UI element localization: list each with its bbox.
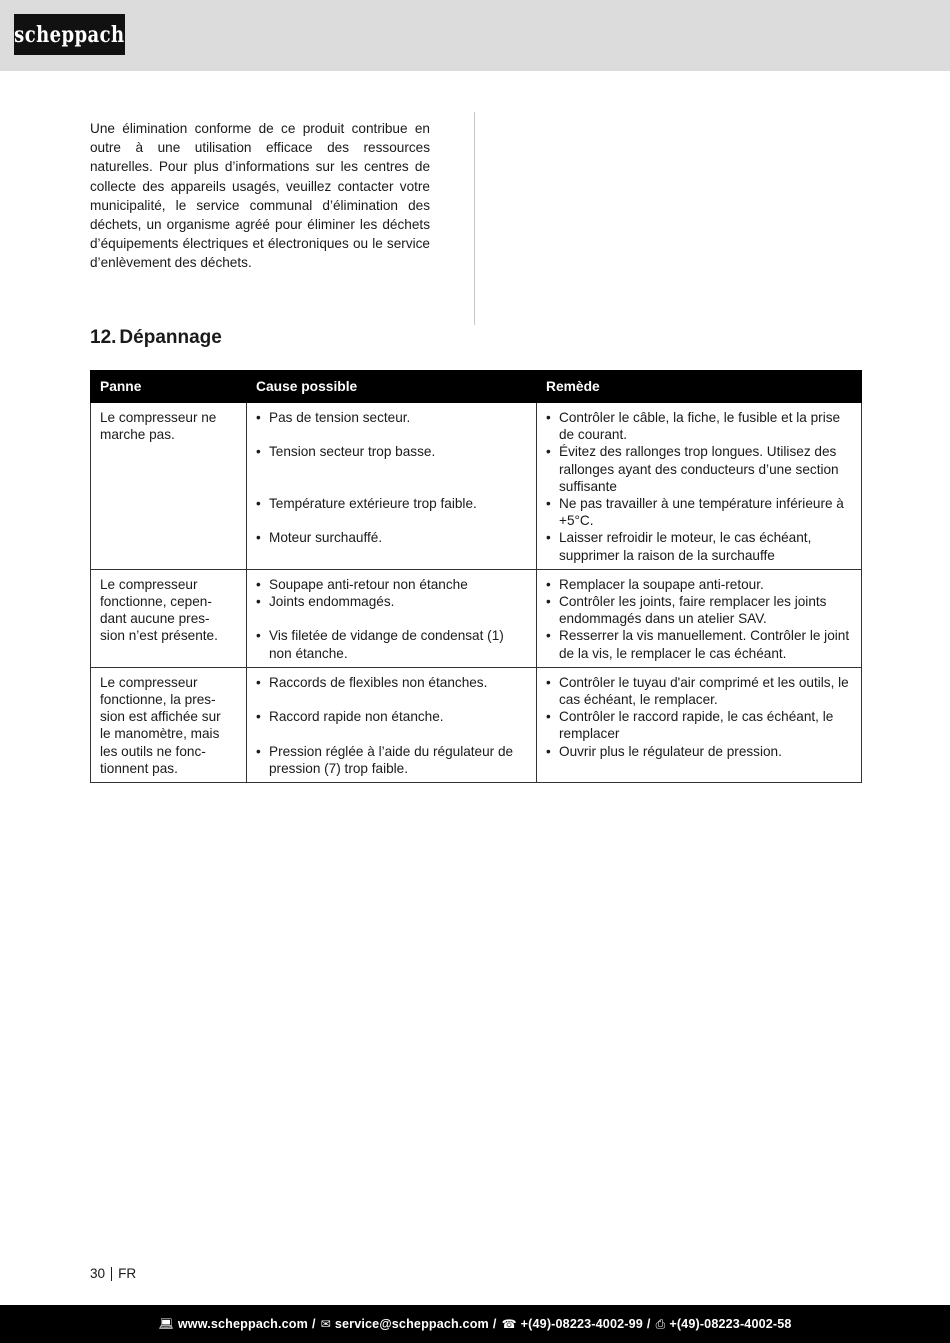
phone-icon: ☎︎	[501, 1317, 517, 1331]
remedy-list	[546, 674, 852, 760]
remedy-list	[546, 576, 852, 662]
cause-cell	[247, 667, 537, 782]
cause-item: • Soupape anti-retour non étanche	[256, 576, 527, 593]
remedy-item: • Resserrer la vis manuellement. Contrôler le joint de la vis, le remplacer le cas échéant.	[546, 627, 852, 661]
remedy-item: • Contrôler le câble, la fiche, le fusible et la prise de courant.	[546, 409, 852, 443]
table-row	[91, 403, 862, 570]
cause-list	[256, 674, 527, 777]
cause-item: • Moteur surchauffé.	[256, 529, 527, 546]
footer-separator: /	[492, 1317, 497, 1331]
remedy-item: • Remplacer la soupape anti-retour.	[546, 576, 852, 593]
header-cause: Cause possible	[247, 371, 537, 403]
remedy-item: • Contrôler le tuyau d'air comprimé et les outils, le cas échéant, le remplacer.	[546, 674, 852, 708]
cause-item: • Pression réglée à l’aide du régulateur de pression (7) trop faible.	[256, 743, 527, 777]
footer-fax: +(49)-08223-4002-58	[669, 1317, 792, 1331]
page-footer-number	[90, 1265, 136, 1282]
header-remedy: Remède	[537, 371, 862, 403]
fault-text: Le compresseur fonctionne, la pres- sion est affichée sur le manomètre, mais les outils ne fonc- tionnent pas.	[100, 674, 221, 776]
cause-item: • Joints endommagés.	[256, 593, 527, 610]
page-number: 30	[90, 1266, 106, 1281]
remedy-item: • Évitez des rallonges trop longues. Utilisez des rallonges ayant des conducteurs d’une section suffisante	[546, 443, 852, 495]
troubleshooting-table	[90, 370, 862, 783]
cause-item: • Tension secteur trop basse.	[256, 443, 527, 460]
section-number: 12.	[90, 327, 117, 348]
cause-item: • Raccord rapide non étanche.	[256, 708, 527, 725]
fault-cell	[91, 569, 247, 667]
mail-icon: ✉︎	[320, 1317, 331, 1331]
section-title	[90, 326, 222, 350]
cause-item: • Vis filetée de vidange de condensat (1) non étanche.	[256, 627, 527, 661]
footer-separator: /	[311, 1317, 316, 1331]
header-band	[0, 0, 950, 71]
column-divider	[474, 112, 475, 325]
cause-item: • Température extérieure trop faible.	[256, 495, 527, 512]
remedy-item: • Contrôler le raccord rapide, le cas échéant, le remplacer	[546, 708, 852, 742]
footer-website[interactable]: www.scheppach.com	[177, 1317, 308, 1331]
logo-text: scheppach	[14, 21, 125, 48]
remedy-cell	[537, 569, 862, 667]
table-row	[91, 569, 862, 667]
cause-cell	[247, 569, 537, 667]
table-header-row	[91, 371, 862, 403]
cause-list	[256, 576, 527, 662]
remedy-item: • Ne pas travailler à une température inférieure à +5°C.	[546, 495, 852, 529]
section-title-text: Dépannage	[119, 327, 222, 348]
footer-phone: +(49)-08223-4002-99	[520, 1317, 643, 1331]
remedy-cell	[537, 667, 862, 782]
remedy-cell	[537, 403, 862, 570]
intro-paragraph: Une élimination conforme de ce produit contribue en outre à une utilisation efficace des ressources naturelles. Pour plus d’informations sur les centres de collecte des appareils usagés, veuillez contacter votre municipalité, le service communal d’élimination des déchets, un organisme agréé pour éliminer les déchets d’équipements électriques et électroniques ou le service d’enlèvement des déchets.	[90, 121, 430, 271]
page-language: FR	[118, 1266, 137, 1281]
remedy-item: • Ouvrir plus le régulateur de pression.	[546, 743, 852, 760]
remedy-list	[546, 409, 852, 564]
fault-cell	[91, 667, 247, 782]
cause-list	[256, 409, 527, 547]
header-fault: Panne	[91, 371, 247, 403]
fault-cell	[91, 403, 247, 570]
cause-item: • Raccords de flexibles non étanches.	[256, 674, 527, 691]
cause-cell	[247, 403, 537, 570]
remedy-item: • Laisser refroidir le moteur, le cas échéant, supprimer la raison de la surchauffe	[546, 529, 852, 563]
fault-text: Le compresseur fonctionne, cepen- dant aucune pres- sion n’est présente.	[100, 576, 218, 644]
fax-icon: ⎙︎	[655, 1316, 666, 1331]
contact-footer	[0, 1305, 950, 1343]
footer-separator: /	[646, 1317, 651, 1331]
table-row	[91, 667, 862, 782]
page-number-separator	[111, 1267, 112, 1281]
fault-text: Le compresseur ne marche pas.	[100, 410, 217, 443]
computer-icon: 💻︎	[158, 1317, 174, 1331]
remedy-item: • Contrôler les joints, faire remplacer les joints endommagés dans un atelier SAV.	[546, 593, 852, 627]
footer-email[interactable]: service@scheppach.com	[334, 1317, 489, 1331]
brand-logo	[14, 14, 125, 55]
cause-item: • Pas de tension secteur.	[256, 409, 527, 426]
